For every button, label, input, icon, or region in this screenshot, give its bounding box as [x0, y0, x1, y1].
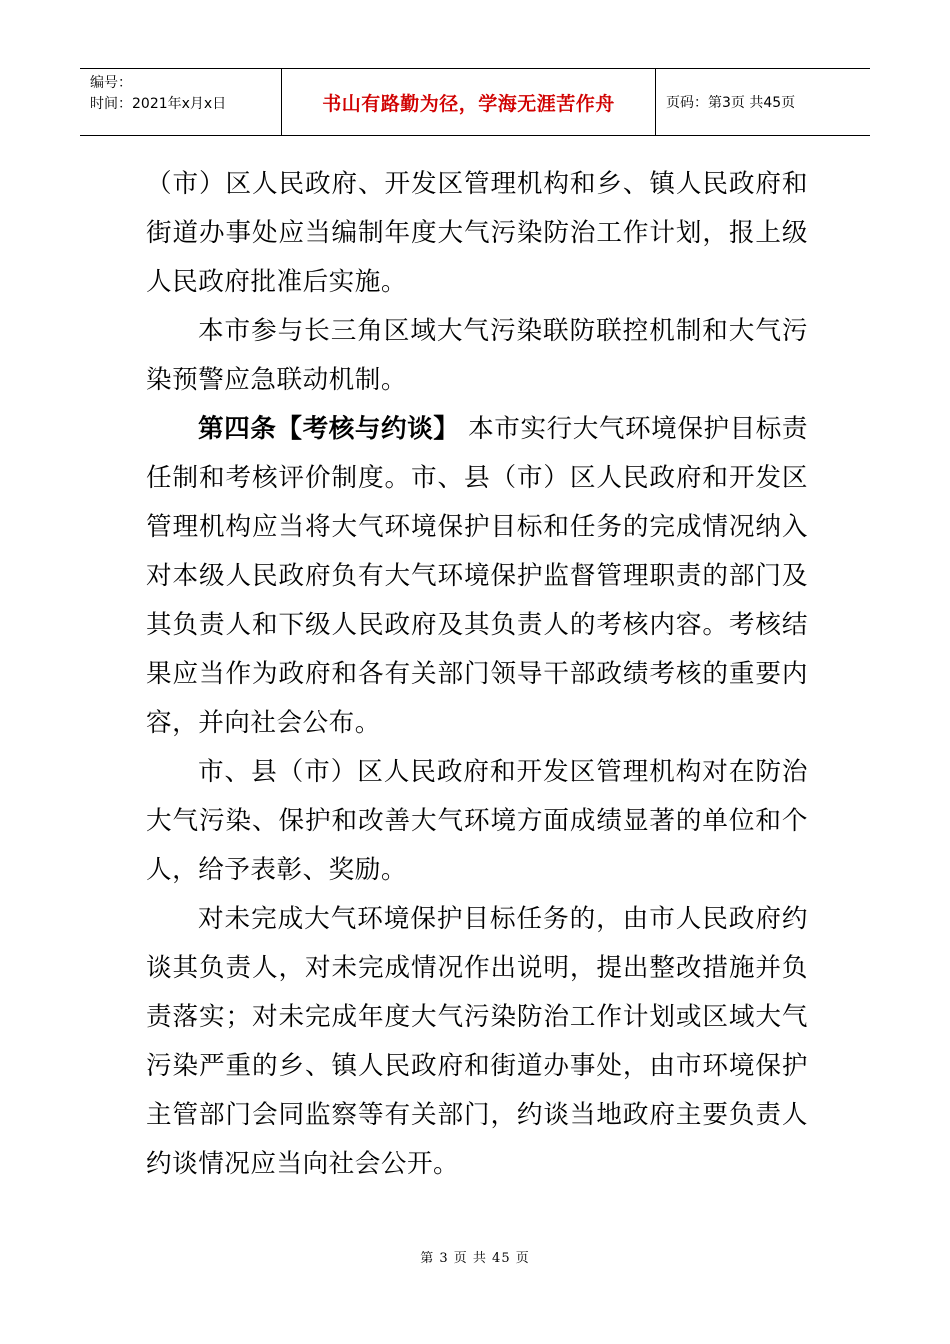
header-meta-cell	[80, 69, 282, 135]
paragraph	[146, 748, 808, 895]
paragraph-text: 市、县（市）区人民政府和开发区管理机构对在防治大气污染、保护和改善大气环境方面成绩显著的单位和个人，给予表彰、奖励。	[146, 757, 808, 885]
paragraph	[146, 307, 808, 405]
footer-page-number: 第 3 页 共 45 页	[420, 1251, 530, 1266]
page-info: 页码：第3页 共45页	[666, 95, 796, 111]
paragraph-text: 本市参与长三角区域大气污染联防联控机制和大气污染预警应急联动机制。	[146, 316, 808, 395]
article-heading: 第四条【考核与约谈】	[198, 414, 460, 444]
document-header	[80, 68, 870, 136]
paragraph-continuation	[146, 160, 808, 307]
number-label: 编号：	[90, 75, 132, 91]
article-four-paragraph	[146, 405, 808, 748]
motto-text: 书山有路勤为径，学海无涯苦作舟	[322, 92, 615, 115]
paragraph-text: 对未完成大气环境保护目标任务的，由市人民政府约谈其负责人，对未完成情况作出说明，提出整改措施并负责落实；对未完成年度大气污染防治工作计划或区域大气污染严重的乡、镇人民政府和街道办事处，由市环境保护主管部门会同监察等有关部门，约谈当地政府主要负责人约谈情况应当向社会公开。	[146, 904, 808, 1179]
page-footer	[0, 1247, 950, 1266]
paragraph-text: （市）区人民政府、开发区管理机构和乡、镇人民政府和街道办事处应当编制年度大气污染防治工作计划，报上级人民政府批准后实施。	[146, 169, 808, 297]
paragraph	[146, 895, 808, 1189]
paragraph-text: 本市实行大气环境保护目标责任制和考核评价制度。市、县（市）区人民政府和开发区管理机构应当将大气环境保护目标和任务的完成情况纳入对本级人民政府负有大气环境保护监督管理职责的部门及其负责人和下级人民政府及其负责人的考核内容。考核结果应当作为政府和各有关部门领导干部政绩考核的重要内容，并向社会公布。	[146, 414, 808, 738]
header-page-cell	[656, 69, 870, 135]
header-motto-cell	[282, 69, 656, 135]
document-body	[146, 160, 808, 1189]
date-label: 时间：2021年x月x日	[90, 96, 227, 112]
